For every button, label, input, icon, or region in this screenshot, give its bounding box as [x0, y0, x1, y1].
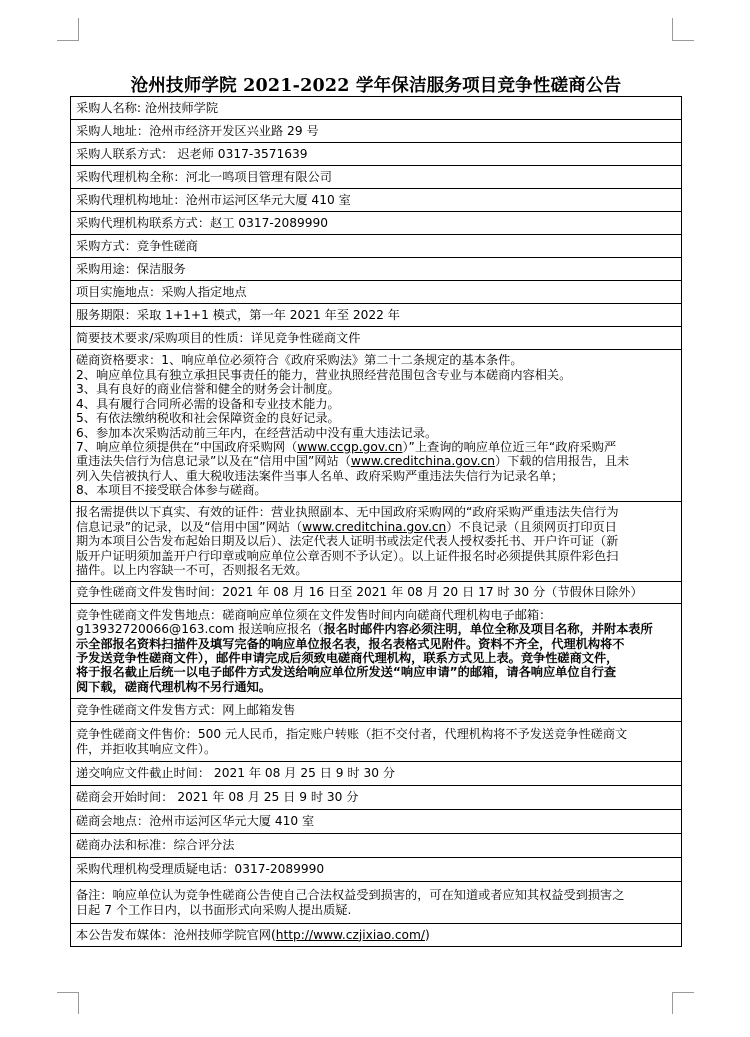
row-doc-place — [71, 604, 682, 699]
crop-mark-top-left — [78, 18, 79, 40]
registration-line: 描件。以上内容缺一不可，否则报名无效。 — [76, 563, 308, 578]
row-buyer-name: 采购人名称: 沧州技师学院 — [71, 97, 682, 120]
qualification-line: 重违法失信行为信息记录”以及在“信用中国”网站（www.creditchina.gov.cn）下载的信用报告，且未 — [76, 454, 630, 469]
row-doc-method: 竞争性磋商文件发售方式：网上邮箱发售 — [71, 699, 682, 722]
row-deadline: 递交响应文件截止时间： 2021 年 08 月 25 日 9 时 30 分 — [71, 762, 682, 786]
qualification-line: 7、响应单位须提供在“中国政府采购网（www.ccgp.gov.cn）”上查询的响应单位近三年“政府采购严 — [76, 439, 617, 454]
row-agency-contact: 采购代理机构联系方式：赵工 0317-2089990 — [71, 212, 682, 235]
doc-place-line: 竞争性磋商文件发售地点：磋商响应单位须在文件发售时间内向磋商代理机构电子邮箱： — [76, 607, 552, 622]
page-title: 沧州技师学院 2021-2022 学年保洁服务项目竞争性磋商公告 — [130, 76, 622, 96]
remark-line: 日起 7 个工作日内，以书面形式向采购人提出质疑. — [76, 902, 352, 917]
registration-line: 信息记录”的记录，以及“信用中国”网站（www.creditchina.gov.cn）不良记录（且须网页打印页日 — [76, 519, 617, 534]
creditchina-link[interactable]: www.creditchina.gov.cn — [302, 519, 447, 534]
doc-place-line: 示全部报名资料扫描件及填写完备的响应单位报名表，报名表格式见附件。资料不齐全，代理机构将不 — [76, 636, 625, 651]
row-agency-name: 采购代理机构全称：河北一鸣项目管理有限公司 — [71, 166, 682, 189]
crop-mark-bottom-right — [672, 992, 673, 1014]
doc-place-line: 阅下载，磋商代理机构不另行通知。 — [76, 679, 271, 694]
qualification-line: 6、参加本次采购活动前三年内，在经营活动中没有重大违法记录。 — [76, 425, 438, 440]
qualification-line: 磋商资格要求：1、响应单位必须符合《政府采购法》第二十二条规定的基本条件。 — [76, 353, 523, 368]
remark-line: 备注：响应单位认为竞争性磋商公告使自己合法权益受到损害的，可在知道或者应知其权益受到损害之 — [76, 888, 625, 903]
crop-mark-top-right — [672, 18, 673, 40]
website-link[interactable]: http://www.czjixiao.com/ — [275, 927, 425, 942]
doc-price-line: 竞争性磋商文件售价：500 元人民币，指定账户转账（拒不交付者，代理机构将不予发送竞争性磋商文 — [76, 727, 628, 742]
crop-mark-bottom-right — [672, 992, 694, 993]
row-method: 采购方式：竞争性磋商 — [71, 235, 682, 258]
row-remark — [71, 882, 682, 924]
row-registration — [71, 502, 682, 582]
qualification-line: 3、具有良好的商业信誉和健全的财务会计制度。 — [76, 382, 340, 397]
crop-mark-top-right — [672, 40, 694, 41]
row-media: 本公告发布媒体：沧州技师学院官网(http://www.czjixiao.com/) — [71, 924, 682, 947]
ccgp-link[interactable]: www.ccgp.gov.cn — [297, 439, 403, 454]
crop-mark-top-left — [57, 40, 79, 41]
qualification-line: 8、本项目不接受联合体参与磋商。 — [76, 483, 267, 498]
row-agency-address: 采购代理机构地址：沧州市运河区华元大厦 410 室 — [71, 189, 682, 212]
row-start-time: 磋商会开始时间： 2021 年 08 月 25 日 9 时 30 分 — [71, 786, 682, 810]
row-doc-time: 竞争性磋商文件发售时间：2021 年 08 月 16 日至 2021 年 08 月 20 日 17 时 30 分（节假休日除外） — [71, 582, 682, 604]
qualification-line: 2、响应单位具有独立承担民事责任的能力，营业执照经营范围包含专业与本磋商内容相关。 — [76, 367, 572, 382]
doc-place-line: 予发送竞争性磋商文件），邮件申请完成后须致电磋商代理机构，联系方式见上表。竞争性磋商文件， — [76, 651, 619, 665]
registration-line: 期为本项目公告发布起始日期及以后）、法定代表人证明书或法定代表人授权委托书、开户许可证（新 — [76, 534, 619, 549]
row-inquiry: 采购代理机构受理质疑电话：0317-2089990 — [71, 858, 682, 882]
qualification-line: 列入失信被执行人、重大税收违法案件当事人名单、政府采购严重违法失信行为记录名单； — [76, 468, 564, 483]
row-buyer-address: 采购人地址：沧州市经济开发区兴业路 29 号 — [71, 120, 682, 143]
row-location: 项目实施地点：采购人指定地点 — [71, 281, 682, 304]
row-venue: 磋商会地点：沧州市运河区华元大厦 410 室 — [71, 810, 682, 834]
row-purpose: 采购用途：保洁服务 — [71, 258, 682, 281]
creditchina-link[interactable]: www.creditchina.gov.cn — [350, 454, 496, 469]
doc-place-line: 将于报名截止后统一以电子邮件方式发送给响应单位所发送“响应申请”的邮箱，请各响应单位自行查 — [76, 665, 617, 680]
row-doc-price — [71, 722, 682, 762]
row-buyer-contact: 采购人联系方式： 迟老师 0317-3571639 — [71, 143, 682, 166]
crop-mark-bottom-left — [78, 992, 79, 1014]
crop-mark-bottom-left — [57, 992, 79, 993]
registration-line: 报名需提供以下真实、有效的证件：营业执照副本、无中国政府采购网的“政府采购严重违法失信行为 — [76, 505, 619, 520]
qualification-line: 5、有依法缴纳税收和社会保障资金的良好记录。 — [76, 411, 340, 426]
announcement-table — [70, 96, 682, 947]
row-qualification — [71, 350, 682, 502]
doc-place-line: g13932720066@163.com 报送响应报名（报名时邮件内容必须注明，单位全称及项目名称，并附本表所 — [76, 622, 653, 637]
row-period: 服务期限：采取 1+1+1 模式，第一年 2021 年至 2022 年 — [71, 304, 682, 327]
registration-line: 版开户证明须加盖开户行印章或响应单位公章否则不予认定）。以上证件报名时必须提供其原件彩色扫 — [76, 548, 619, 563]
row-requirements: 简要技术要求/采购项目的性质：详见竞争性磋商文件 — [71, 327, 682, 350]
row-evaluation: 磋商办法和标准：综合评分法 — [71, 834, 682, 858]
qualification-line: 4、具有履行合同所必需的设备和专业技术能力。 — [76, 396, 340, 411]
doc-price-line: 件，并拒收其响应文件）。 — [76, 741, 217, 756]
